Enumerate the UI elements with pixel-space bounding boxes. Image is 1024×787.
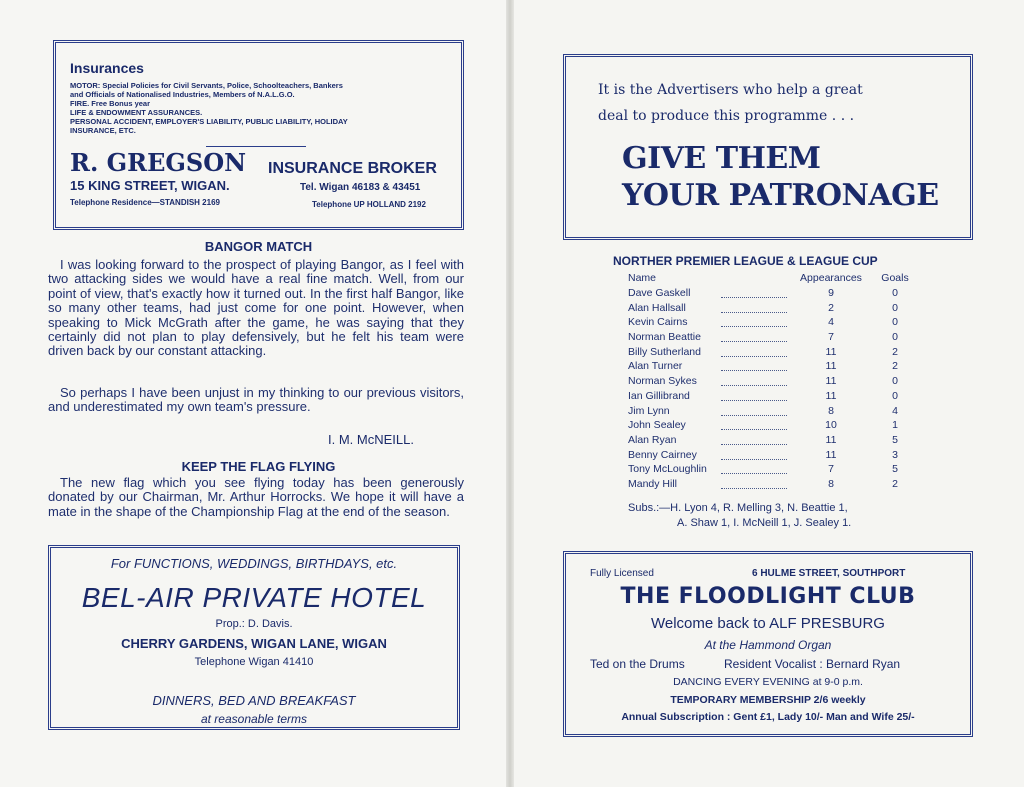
player-row	[628, 477, 919, 492]
club-vocalist: Resident Vocalist : Bernard Ryan	[724, 657, 901, 671]
patronage-line-2: deal to produce this programme . . .	[598, 108, 855, 124]
player-goals: 0	[892, 316, 898, 329]
header-goals: Goals	[881, 272, 909, 285]
dotted-leader	[721, 300, 791, 315]
player-goals: 0	[892, 389, 898, 402]
dotted-leader	[721, 389, 791, 404]
insurance-line: MOTOR: Special Policies for Civil Servants, Police, Schoolteachers, Bankers	[70, 81, 343, 90]
dotted-line	[721, 450, 787, 460]
player-row	[628, 447, 919, 462]
player-name: Alan Hallsall	[628, 301, 686, 314]
dotted-leader	[721, 330, 791, 345]
dotted-line	[721, 376, 787, 386]
player-name: Benny Cairney	[628, 448, 697, 461]
club-address: 6 HULME STREET, SOUTHPORT	[752, 568, 906, 579]
insurance-lines	[70, 81, 455, 135]
player-name: Norman Beattie	[628, 331, 701, 344]
hotel-offer: DINNERS, BED AND BREAKFAST	[152, 693, 356, 708]
bangor-signature: I. M. McNEILL.	[328, 432, 414, 447]
player-row	[628, 286, 919, 301]
player-appearances: 11	[825, 345, 837, 358]
player-name: Mandy Hill	[628, 477, 678, 490]
player-goals: 2	[892, 345, 898, 358]
player-row	[628, 374, 919, 389]
bangor-heading: BANGOR MATCH	[204, 239, 313, 254]
dotted-line	[721, 479, 787, 489]
insurance-line: INSURANCE, ETC.	[70, 126, 136, 135]
player-goals: 5	[892, 463, 898, 476]
player-row	[628, 344, 919, 359]
dotted-leader	[721, 315, 791, 330]
player-goals: 0	[892, 375, 898, 388]
player-appearances: 11	[825, 389, 837, 402]
bangor-paragraph-2: So perhaps I have been unjust in my thinking to our previous visitors, and underestimated my own team's pressure.	[48, 385, 464, 415]
broker-tel: Tel. Wigan 46183 & 43451	[300, 182, 421, 193]
player-appearances: 11	[825, 375, 837, 388]
player-appearances: 10	[825, 419, 837, 432]
insurance-line: FIRE. Free Bonus year	[70, 99, 151, 108]
dotted-line	[721, 361, 787, 371]
dotted-leader	[721, 433, 791, 448]
patronage-advert	[563, 54, 973, 240]
player-goals: 5	[892, 433, 898, 446]
insurance-line: PERSONAL ACCIDENT, EMPLOYER'S LIABILITY, PUBLIC LIABILITY, HOLIDAY	[70, 117, 348, 126]
bangor-paragraph-1: I was looking forward to the prospect of playing Bangor, as I feel with two attacking sides we would have a real fine match. Well, from our point of view, that's exactly how it turned out. In the first half Bangor, like so many other teams, had just come for one point. However, when speaking to Mick McGrath after the game, he was saying that they certainly did not plan to play defensively, but he felt his team were driven back by our constant attacking.	[48, 257, 464, 359]
patronage-heading-2: YOUR PATRONAGE	[622, 178, 939, 213]
insurance-line: LIFE & ENDOWMENT ASSURANCES.	[70, 108, 203, 117]
player-name: Billy Sutherland	[628, 345, 701, 358]
club-subscription: Annual Subscription : Gent £1, Lady 10/- Man and Wife 25/-	[621, 711, 915, 723]
broker-address: 15 KING STREET, WIGAN.	[70, 178, 230, 193]
flag-paragraph: The new flag which you see flying today has been generously donated by our Chairman, Mr. Arthur Horrocks. We hope it will have a mate in the shape of the Championship Flag at the end of the season.	[48, 475, 464, 519]
player-goals: 2	[892, 360, 898, 373]
player-appearances: 7	[828, 463, 834, 476]
player-appearances: 11	[825, 360, 837, 373]
dotted-line	[721, 288, 787, 298]
club-dancing: DANCING EVERY EVENING at 9-0 p.m.	[673, 676, 863, 688]
broker-tel2: Telephone UP HOLLAND 2192	[312, 200, 426, 209]
player-row	[628, 315, 919, 330]
player-appearances: 8	[828, 404, 834, 417]
dotted-leader	[721, 462, 791, 477]
patronage-heading-1: GIVE THEM	[622, 141, 821, 176]
dotted-leader	[721, 286, 791, 301]
spine-fold	[506, 0, 514, 787]
flag-heading: KEEP THE FLAG FLYING	[181, 459, 336, 474]
club-organ: At the Hammond Organ	[704, 638, 832, 652]
player-appearances: 4	[828, 316, 834, 329]
insurance-title: Insurances	[70, 60, 144, 76]
player-name: Ian Gillibrand	[628, 389, 690, 402]
player-appearances: 11	[825, 433, 837, 446]
player-name: Alan Turner	[628, 360, 683, 373]
club-licensed: Fully Licensed	[590, 568, 654, 579]
player-goals: 4	[892, 404, 898, 417]
player-goals: 0	[892, 301, 898, 314]
dotted-leader	[721, 374, 791, 389]
hotel-name: BEL-AIR PRIVATE HOTEL	[81, 582, 427, 613]
hotel-tagline: For FUNCTIONS, WEDDINGS, BIRTHDAYS, etc.	[110, 556, 398, 571]
player-appearances: 9	[828, 287, 834, 300]
player-name: Norman Sykes	[628, 375, 697, 388]
dotted-line	[721, 391, 787, 401]
player-name: Dave Gaskell	[628, 287, 691, 300]
player-appearances: 11	[825, 448, 837, 461]
player-row	[628, 359, 919, 374]
dotted-line	[721, 332, 787, 342]
dotted-leader	[721, 447, 791, 462]
hotel-offer-terms: at reasonable terms	[200, 712, 308, 726]
dotted-leader	[721, 418, 791, 433]
league-header-row	[628, 271, 919, 286]
player-goals: 3	[892, 448, 898, 461]
player-row	[628, 462, 919, 477]
league-table	[628, 271, 919, 491]
hotel-advert	[48, 545, 460, 730]
player-row	[628, 389, 919, 404]
player-goals: 1	[892, 419, 898, 432]
broker-role: INSURANCE BROKER	[268, 160, 437, 177]
broker-name: R. GREGSON	[70, 148, 247, 177]
header-name: Name	[628, 272, 657, 285]
player-goals: 0	[892, 331, 898, 344]
floodlight-club-advert	[563, 551, 973, 737]
league-title: NORTHER PREMIER LEAGUE & LEAGUE CUP	[613, 254, 878, 268]
player-appearances: 7	[828, 331, 834, 344]
player-row	[628, 330, 919, 345]
insurance-divider	[206, 146, 306, 147]
player-name: Jim Lynn	[628, 404, 670, 417]
insurance-advert	[53, 40, 464, 230]
dotted-line	[721, 420, 787, 430]
dotted-leader	[721, 359, 791, 374]
player-appearances: 8	[828, 477, 834, 490]
insurance-line: and Officials of Nationalised Industries, Members of N.A.L.G.O.	[70, 90, 295, 99]
hotel-address: CHERRY GARDENS, WIGAN LANE, WIGAN	[121, 636, 387, 651]
player-row	[628, 433, 919, 448]
club-name: THE FLOODLIGHT CLUB	[620, 584, 916, 609]
dotted-line	[721, 464, 787, 474]
header-appearances: Appearances	[800, 272, 862, 285]
dotted-leader	[721, 477, 791, 492]
broker-residence: Telephone Residence—STANDISH 2169	[70, 198, 220, 207]
hotel-proprietor: Prop.: D. Davis.	[215, 618, 293, 630]
header-spacer	[721, 271, 791, 286]
player-goals: 2	[892, 477, 898, 490]
dotted-line	[721, 435, 787, 445]
dotted-line	[721, 303, 787, 313]
dotted-line	[721, 347, 787, 357]
club-drums: Ted on the Drums	[590, 657, 685, 671]
player-name: Kevin Cairns	[628, 316, 688, 329]
dotted-leader	[721, 403, 791, 418]
club-membership: TEMPORARY MEMBERSHIP 2/6 weekly	[670, 694, 866, 706]
hotel-telephone: Telephone Wigan 41410	[194, 656, 314, 668]
player-row	[628, 403, 919, 418]
player-appearances: 2	[828, 301, 834, 314]
club-welcome: Welcome back to ALF PRESBURG	[651, 615, 885, 632]
league-subs-2: A. Shaw 1, I. McNeill 1, J. Sealey 1.	[677, 517, 852, 529]
player-name: Tony McLoughlin	[628, 463, 707, 476]
dotted-leader	[721, 344, 791, 359]
patronage-line-1: It is the Advertisers who help a great	[598, 82, 863, 98]
dotted-line	[721, 317, 787, 327]
player-row	[628, 300, 919, 315]
league-subs-1: Subs.:—H. Lyon 4, R. Melling 3, N. Beattie 1,	[628, 502, 848, 514]
player-name: John Sealey	[628, 419, 686, 432]
player-name: Alan Ryan	[628, 433, 677, 446]
league-body	[628, 286, 919, 492]
player-goals: 0	[892, 287, 898, 300]
player-row	[628, 418, 919, 433]
dotted-line	[721, 406, 787, 416]
